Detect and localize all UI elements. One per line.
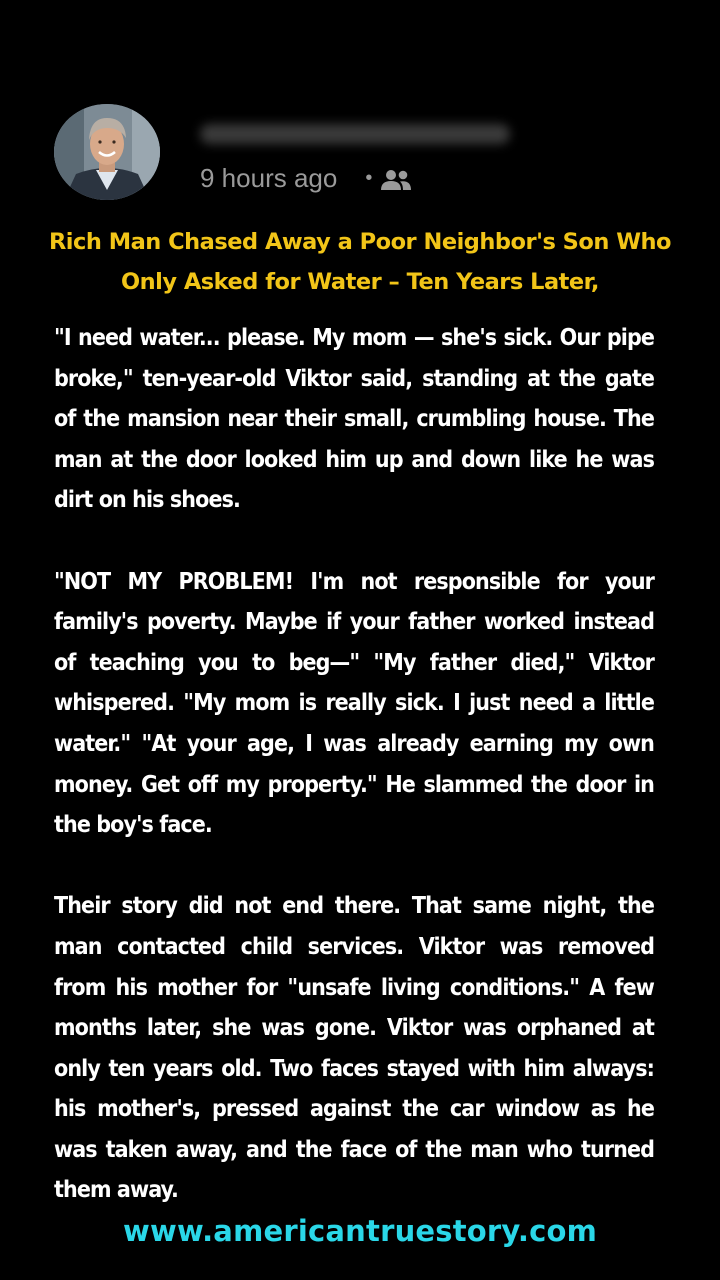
avatar[interactable]: [54, 104, 160, 200]
story-paragraph: "NOT MY PROBLEM! I'm not responsible for your family's poverty. Maybe if your father worked instead of teaching you to beg—" "My father died," Viktor whispered. "My mom is really sick. I just need a little water." "At your age, I was already earning my own money. Get off my property." He slammed the door in the boy's face.: [54, 568, 654, 839]
author-name-blurred[interactable]: [200, 124, 510, 144]
post-header: [54, 104, 674, 204]
website-link[interactable]: www.americantruestory.com: [122, 1214, 598, 1248]
post-headline[interactable]: Rich Man Chased Away a Poor Neighbor's Son Who Only Asked for Water – Ten Years Later,: [48, 229, 671, 295]
meta-separator: •: [365, 166, 373, 189]
story-paragraph: "I need water... please. My mom — she's sick. Our pipe broke," ten-year-old Viktor said, standing at the gate of the mansion near their small, crumbling house. The man at the door looked him up and down like he was dirt on his shoes.: [54, 325, 654, 514]
story-paragraph: Their story did not end there. That same night, the man contacted child services. Viktor was removed from his mother for "unsafe living conditions." A few months later, she was gone. Viktor was orphaned at only ten years old. Two faces stayed with him always: his mother's, pressed against the car window as he was taken away, and the face of the man who turned them away.: [54, 893, 654, 1204]
people-icon[interactable]: [380, 167, 412, 189]
story-body: [54, 318, 654, 1211]
post-meta: [200, 160, 412, 196]
avatar-photo: [54, 104, 160, 200]
post-time[interactable]: 9 hours ago: [200, 162, 338, 193]
